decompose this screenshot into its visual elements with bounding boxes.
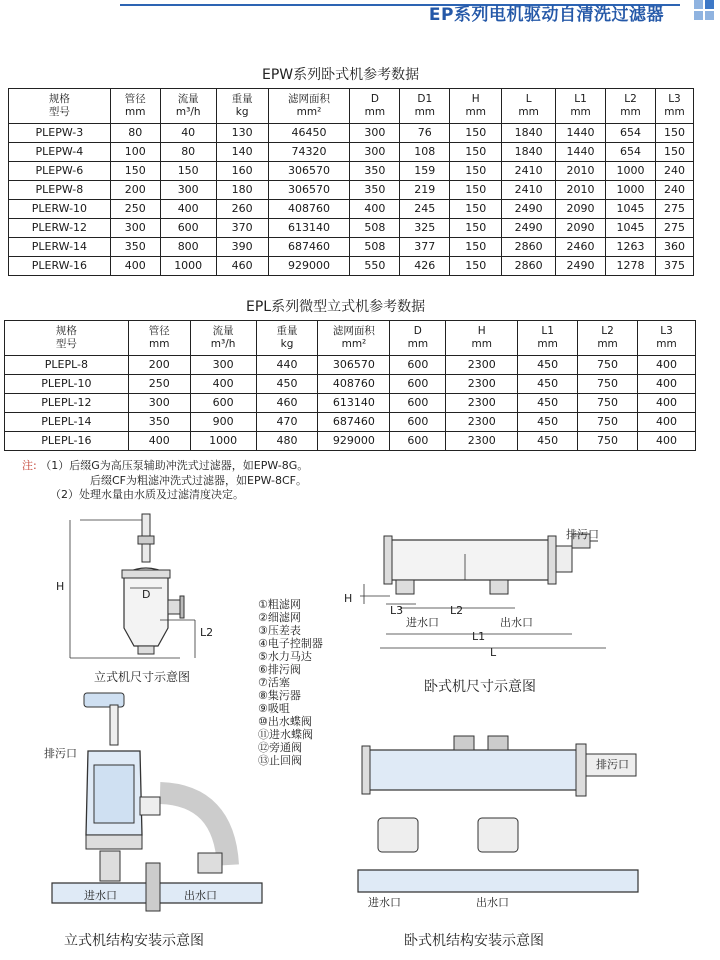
table-cell: 400 (110, 257, 160, 276)
column-header-name: 滤网面积 (288, 93, 330, 105)
table-cell: 300 (160, 181, 216, 200)
table-cell: 1000 (190, 432, 256, 451)
header-decoration (694, 11, 703, 20)
table-cell: 929000 (268, 257, 350, 276)
horizontal-installation-caption: 卧式机结构安装示意图 (404, 933, 544, 949)
column-header (5, 321, 129, 356)
header-decoration (694, 0, 703, 9)
table-cell: 240 (655, 181, 693, 200)
column-header-name: H (471, 93, 480, 105)
column-header (256, 321, 318, 356)
column-header-name: L (525, 93, 532, 105)
table-cell: 300 (350, 143, 400, 162)
table-cell: 180 (216, 181, 268, 200)
table-row (9, 181, 694, 200)
table-header-row (5, 321, 696, 356)
column-header-name: L3 (668, 93, 681, 105)
horizontal-installation-diagram (348, 730, 648, 920)
table-cell: 100 (110, 143, 160, 162)
column-header-unit: mm (537, 338, 558, 350)
table-cell: 375 (655, 257, 693, 276)
column-header-unit: mm (414, 106, 436, 118)
table-cell: 2300 (446, 375, 518, 394)
table-cell: 1440 (556, 143, 606, 162)
table-cell: 140 (216, 143, 268, 162)
column-header (450, 89, 502, 124)
table-cell: 377 (400, 238, 450, 257)
table-cell: 350 (110, 238, 160, 257)
table-cell: 600 (390, 394, 446, 413)
note-text: （1）后缀G为高压泵辅助冲洗式过滤器，如EPW-8G。 (40, 459, 309, 472)
table-cell: 440 (256, 356, 318, 375)
column-header (9, 89, 111, 124)
column-header (578, 321, 638, 356)
table-cell: 150 (450, 143, 502, 162)
table-cell: 400 (190, 375, 256, 394)
column-header (350, 89, 400, 124)
table-row (5, 432, 696, 451)
table-cell: 1263 (606, 238, 656, 257)
dim-label-l3: L3 (390, 604, 404, 617)
table-cell: 400 (128, 432, 190, 451)
legend-item: ⑪进水蝶阀 (258, 728, 313, 741)
dim-label-h: H (56, 580, 65, 593)
column-header (606, 89, 656, 124)
drain-label: 排污口 (566, 528, 599, 541)
note-line-2: 后缀CF为粗滤冲洗式过滤器，如EPW-8CF。 (90, 474, 307, 487)
table-row (9, 162, 694, 181)
column-header-name: 规格 (55, 325, 77, 337)
column-header-unit: mm (597, 338, 618, 350)
table-cell: 1840 (502, 124, 556, 143)
column-header-name: 管径 (148, 325, 170, 337)
vertical-dimension-diagram (50, 508, 220, 668)
table-cell: 1000 (160, 257, 216, 276)
model-cell: PLEPW-8 (9, 181, 111, 200)
table-header-row (9, 89, 694, 124)
page-title: EP系列电机驱动自清洗过滤器 (428, 5, 664, 25)
table-cell: 250 (128, 375, 190, 394)
table-cell: 390 (216, 238, 268, 257)
table-cell: 600 (390, 413, 446, 432)
dim-label-l2: L2 (450, 604, 464, 617)
table-cell: 2490 (502, 200, 556, 219)
table-row (9, 257, 694, 276)
table-cell: 613140 (318, 394, 390, 413)
table-cell: 1045 (606, 219, 656, 238)
column-header-unit: mm (664, 106, 685, 118)
column-header (268, 89, 350, 124)
column-header-unit: mm (407, 338, 429, 350)
column-header (638, 321, 696, 356)
column-header (446, 321, 518, 356)
page-header (0, 0, 720, 26)
column-header-unit: mm (364, 106, 386, 118)
table-cell: 150 (110, 162, 160, 181)
table-cell: 426 (400, 257, 450, 276)
table-cell: 900 (190, 413, 256, 432)
model-cell: PLEPW-6 (9, 162, 111, 181)
table-cell: 150 (450, 200, 502, 219)
table-cell: 400 (638, 375, 696, 394)
table-cell: 306570 (268, 181, 350, 200)
column-header (518, 321, 578, 356)
table-cell: 687460 (318, 413, 390, 432)
column-header (502, 89, 556, 124)
table-cell: 275 (655, 200, 693, 219)
epw-table-title: EPW系列卧式机参考数据 (262, 67, 420, 83)
column-header-name: L3 (660, 325, 673, 337)
table-cell: 750 (578, 413, 638, 432)
column-header-unit: mm (620, 106, 641, 118)
column-header-unit: mm (570, 106, 591, 118)
column-header-name: D (370, 93, 379, 105)
dim-label-l1: L1 (472, 630, 486, 643)
column-header-name: 管径 (124, 93, 146, 105)
column-header-name: 重量 (231, 93, 253, 105)
table-cell: 240 (655, 162, 693, 181)
table-cell: 275 (655, 219, 693, 238)
column-header-name: 滤网面积 (332, 325, 375, 337)
column-header-unit: 型号 (55, 338, 77, 350)
table-cell: 600 (390, 432, 446, 451)
table-row (9, 200, 694, 219)
table-cell: 450 (256, 375, 318, 394)
legend-item: ⑩出水蝶阀 (258, 715, 312, 728)
legend-item: ⑧集污器 (258, 689, 301, 702)
table-cell: 750 (578, 394, 638, 413)
table-cell: 2490 (556, 257, 606, 276)
table-cell: 245 (400, 200, 450, 219)
column-header-unit: mm (656, 338, 677, 350)
model-cell: PLERW-16 (9, 257, 111, 276)
table-cell: 600 (390, 375, 446, 394)
legend-item: ⑬止回阀 (258, 754, 302, 767)
table-cell: 350 (350, 162, 400, 181)
table-cell: 929000 (318, 432, 390, 451)
column-header (400, 89, 450, 124)
table-cell: 150 (450, 238, 502, 257)
note-line-1 (22, 457, 308, 473)
column-header-unit: mm² (341, 338, 367, 350)
column-header (110, 89, 160, 124)
header-decoration (705, 11, 714, 20)
model-cell: PLEPL-8 (5, 356, 129, 375)
model-cell: PLERW-14 (9, 238, 111, 257)
table-cell: 160 (216, 162, 268, 181)
column-header-unit: m³/h (210, 338, 236, 350)
outlet-label: 出水口 (500, 616, 533, 629)
legend-item: ②细滤网 (258, 611, 301, 624)
column-header-name: L1 (541, 325, 554, 337)
table-cell: 480 (256, 432, 318, 451)
table-cell: 1045 (606, 200, 656, 219)
table-row (9, 219, 694, 238)
model-cell: PLEPW-3 (9, 124, 111, 143)
table-cell: 2090 (556, 219, 606, 238)
vertical-installation-caption: 立式机结构安装示意图 (64, 933, 204, 949)
table-cell: 200 (128, 356, 190, 375)
model-cell: PLEPL-14 (5, 413, 129, 432)
table-cell: 508 (350, 238, 400, 257)
note-line-3: （2）处理水量由水质及过滤清度决定。 (50, 488, 244, 501)
table-cell: 400 (638, 356, 696, 375)
table-cell: 460 (256, 394, 318, 413)
vertical-installation-diagram (34, 685, 274, 925)
table-cell: 2410 (502, 162, 556, 181)
table-cell: 306570 (318, 356, 390, 375)
table-cell: 2460 (556, 238, 606, 257)
legend-item: ⑥排污阀 (258, 663, 301, 676)
dim-label-d: D (142, 588, 151, 601)
table-cell: 74320 (268, 143, 350, 162)
table-cell: 2090 (556, 200, 606, 219)
column-header-name: 流量 (212, 325, 234, 337)
table-cell: 750 (578, 375, 638, 394)
table-cell: 300 (350, 124, 400, 143)
column-header (390, 321, 446, 356)
model-cell: PLEPL-10 (5, 375, 129, 394)
vertical-dimension-caption: 立式机尺寸示意图 (94, 670, 191, 684)
table-cell: 2860 (502, 257, 556, 276)
table-cell: 654 (606, 143, 656, 162)
outlet-label: 出水口 (476, 896, 509, 909)
table-cell: 2300 (446, 356, 518, 375)
table-row (5, 413, 696, 432)
table-cell: 654 (606, 124, 656, 143)
table-cell: 350 (128, 413, 190, 432)
table-cell: 350 (350, 181, 400, 200)
table-cell: 150 (450, 124, 502, 143)
table-cell: 1440 (556, 124, 606, 143)
table-cell: 250 (110, 200, 160, 219)
column-header-name: 规格 (48, 93, 70, 105)
table-cell: 450 (518, 432, 578, 451)
table-cell: 450 (518, 394, 578, 413)
column-header (216, 89, 268, 124)
table-cell: 2300 (446, 394, 518, 413)
table-cell: 1840 (502, 143, 556, 162)
table-cell: 600 (390, 356, 446, 375)
note-label: 注: (22, 459, 37, 472)
table-cell: 150 (655, 143, 693, 162)
table-cell: 550 (350, 257, 400, 276)
column-header-unit: kg (280, 338, 294, 350)
column-header-unit: mm² (296, 106, 322, 118)
table-cell: 80 (160, 143, 216, 162)
table-cell: 150 (655, 124, 693, 143)
drain-label: 排污口 (596, 758, 629, 771)
dim-label-l: L (490, 646, 497, 659)
table-cell: 150 (450, 162, 502, 181)
column-header-unit: mm (148, 338, 170, 350)
table-cell: 400 (638, 413, 696, 432)
table-cell: 750 (578, 356, 638, 375)
table-cell: 400 (638, 394, 696, 413)
table-row (5, 356, 696, 375)
table-cell: 508 (350, 219, 400, 238)
legend-item: ①粗滤网 (258, 598, 301, 611)
column-header-name: L1 (574, 93, 587, 105)
table-row (9, 238, 694, 257)
table-cell: 400 (160, 200, 216, 219)
table-cell: 46450 (268, 124, 350, 143)
column-header-name: L2 (624, 93, 637, 105)
table-cell: 2490 (502, 219, 556, 238)
table-cell: 80 (110, 124, 160, 143)
table-cell: 108 (400, 143, 450, 162)
table-cell: 2410 (502, 181, 556, 200)
model-cell: PLEPL-12 (5, 394, 129, 413)
column-header-unit: m³/h (175, 106, 201, 118)
table-cell: 450 (518, 356, 578, 375)
table-cell: 150 (450, 181, 502, 200)
table-cell: 260 (216, 200, 268, 219)
table-cell: 408760 (318, 375, 390, 394)
table-row (5, 375, 696, 394)
column-header-name: H (477, 325, 486, 337)
table-cell: 2300 (446, 432, 518, 451)
table-row (9, 143, 694, 162)
table-cell: 2300 (446, 413, 518, 432)
legend-item: ⑫旁通阀 (258, 741, 302, 754)
column-header-name: 流量 (177, 93, 199, 105)
table-cell: 40 (160, 124, 216, 143)
epl-spec-table (4, 320, 696, 451)
model-cell: PLERW-12 (9, 219, 111, 238)
column-header (190, 321, 256, 356)
legend-item: ③压差表 (258, 624, 301, 637)
table-cell: 2010 (556, 181, 606, 200)
table-cell: 613140 (268, 219, 350, 238)
table-cell: 150 (450, 219, 502, 238)
column-header-unit: mm (471, 338, 492, 350)
inlet-label: 进水口 (406, 616, 439, 629)
table-cell: 76 (400, 124, 450, 143)
table-cell: 800 (160, 238, 216, 257)
table-cell: 306570 (268, 162, 350, 181)
dim-label-l2: L2 (200, 626, 214, 639)
legend-item: ⑨吸咀 (258, 702, 290, 715)
table-cell: 370 (216, 219, 268, 238)
table-row (9, 124, 694, 143)
inlet-label: 进水口 (84, 889, 117, 902)
legend-item: ④电子控制器 (258, 637, 323, 650)
column-header-name: L2 (601, 325, 614, 337)
table-cell: 450 (518, 413, 578, 432)
table-cell: 600 (190, 394, 256, 413)
column-header-name: 重量 (276, 325, 298, 337)
table-cell: 300 (190, 356, 256, 375)
inlet-label: 进水口 (368, 896, 401, 909)
dim-label-h: H (344, 592, 353, 605)
column-header (128, 321, 190, 356)
table-cell: 600 (160, 219, 216, 238)
table-cell: 1000 (606, 181, 656, 200)
table-cell: 150 (450, 257, 502, 276)
table-cell: 450 (518, 375, 578, 394)
table-cell: 400 (638, 432, 696, 451)
column-header-name: D1 (417, 93, 433, 105)
epw-spec-table (8, 88, 694, 276)
column-header-name: D (413, 325, 422, 337)
table-cell: 300 (110, 219, 160, 238)
table-row (5, 394, 696, 413)
outlet-label: 出水口 (184, 889, 217, 902)
model-cell: PLEPL-16 (5, 432, 129, 451)
epl-table-title: EPL系列微型立式机参考数据 (246, 299, 426, 315)
table-cell: 150 (160, 162, 216, 181)
table-cell: 200 (110, 181, 160, 200)
legend-item: ⑦活塞 (258, 676, 290, 689)
table-cell: 219 (400, 181, 450, 200)
table-cell: 460 (216, 257, 268, 276)
column-header-unit: mm (125, 106, 146, 118)
table-cell: 1278 (606, 257, 656, 276)
table-cell: 470 (256, 413, 318, 432)
legend-item: ⑤水力马达 (258, 650, 312, 663)
column-header (318, 321, 390, 356)
table-cell: 408760 (268, 200, 350, 219)
table-cell: 1000 (606, 162, 656, 181)
column-header-unit: 型号 (48, 106, 70, 118)
table-cell: 360 (655, 238, 693, 257)
drain-label: 排污口 (44, 747, 77, 760)
table-cell: 130 (216, 124, 268, 143)
column-header-unit: mm (518, 106, 539, 118)
column-header-unit: mm (465, 106, 486, 118)
column-header (655, 89, 693, 124)
header-decoration (705, 0, 714, 9)
model-cell: PLERW-10 (9, 200, 111, 219)
horizontal-dimension-diagram (340, 520, 620, 660)
table-cell: 750 (578, 432, 638, 451)
model-cell: PLEPW-4 (9, 143, 111, 162)
table-cell: 2010 (556, 162, 606, 181)
table-cell: 2860 (502, 238, 556, 257)
column-header (556, 89, 606, 124)
table-cell: 159 (400, 162, 450, 181)
column-header (160, 89, 216, 124)
table-cell: 400 (350, 200, 400, 219)
table-cell: 325 (400, 219, 450, 238)
table-cell: 300 (128, 394, 190, 413)
table-cell: 687460 (268, 238, 350, 257)
column-header-unit: kg (235, 106, 249, 118)
horizontal-dimension-caption: 卧式机尺寸示意图 (424, 679, 536, 695)
